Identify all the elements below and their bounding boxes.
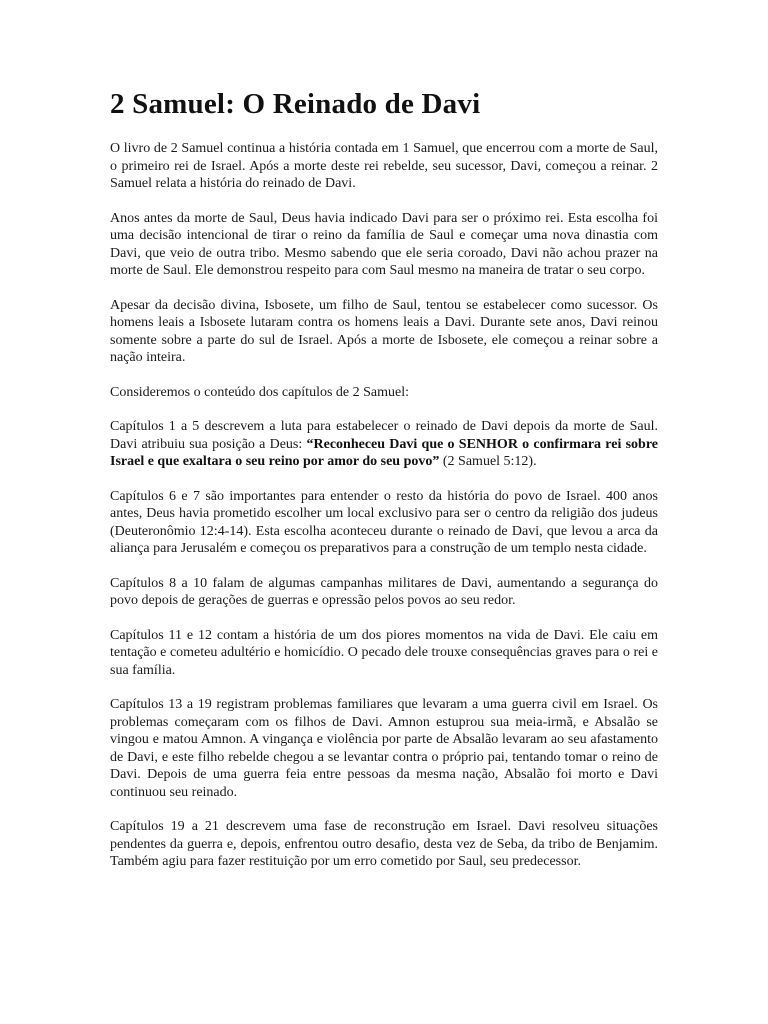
paragraph-text: Capítulos 1 a 5 descrevem a luta para estabelecer o reinado de Davi depois da morte de Saul. Davi atribuiu sua posição a Deus: [110, 419, 658, 452]
paragraph-chapters-13-19: Capítulos 13 a 19 registram problemas familiares que levaram a uma guerra civil em Israel. Os problemas começaram com os filhos de Davi. Amnon estuprou sua meia-irmã, e Absalão se vingou e matou Amnon. A vingança e violência por parte de Absalão levaram ao seu afastamento de Davi, e este filho rebelde chegou a se levantar contra o próprio pai, tentando tomar o reino de Davi. Depois de uma guerra feia entre pessoas da mesma nação, Absalão foi morto e Davi continuou seu reinado. [110, 697, 658, 800]
paragraph-text: (2 Samuel 5:12). [439, 454, 537, 469]
paragraph-chapters-1-5 [110, 418, 658, 471]
paragraph-chapters-11-12: Capítulos 11 e 12 contam a história de um dos piores momentos na vida de Davi. Ele caiu em tentação e cometeu adultério e homicídio. O pecado dele trouxe consequências graves para o rei e sua família. [110, 627, 658, 678]
paragraph-chapters-8-10: Capítulos 8 a 10 falam de algumas campanhas militares de Davi, aumentando a segurança do povo depois de gerações de guerras e opressão pelos povos ao seu redor. [110, 575, 658, 608]
document-title: 2 Samuel: O Reinado de Davi [110, 88, 481, 120]
paragraph-davi-chosen: Anos antes da morte de Saul, Deus havia indicado Davi para ser o próximo rei. Esta escolha foi uma decisão intencional de tirar o reino da família de Saul e começar uma nova dinastia com Davi, que veio de outra tribo. Mesmo sabendo que ele seria coroado, Davi não achou prazer na morte de Saul. Ele demonstrou respeito para com Saul mesmo na maneira de tratar o seu corpo. [110, 210, 658, 278]
paragraph-intro: O livro de 2 Samuel continua a história contada em 1 Samuel, que encerrou com a morte de Saul, o primeiro rei de Israel. Após a morte deste rei rebelde, seu sucessor, Davi, começou a reinar. 2 Samuel relata a história do reinado de Davi. [110, 141, 658, 191]
paragraph-isbosete: Apesar da decisão divina, Isbosete, um filho de Saul, tentou se estabelecer como sucessor. Os homens leais a Isbosete lutaram contra os homens leais a Davi. Durante sete anos, Davi reinou somente sobre a parte do sul de Israel. Após a morte de Isbosete, ele começou a reinar sobre a nação inteira. [110, 297, 658, 365]
paragraph-chapters-6-7: Capítulos 6 e 7 são importantes para entender o resto da história do povo de Israel. 400 anos antes, Deus havia prometido escolher um local exclusivo para ser o centro da religião dos judeus (Deuteronômio 12:4-14). Esta escolha aconteceu durante o reinado de Davi, que levou a arca da aliança para Jerusalém e começou os preparativos para a construção de um templo nesta cidade. [110, 488, 658, 556]
bible-quote: “Reconheceu Davi que o SENHOR o confirmara rei sobre Israel e que exaltara o seu reino por amor do seu povo” [110, 436, 658, 469]
paragraph-chapters-19-21: Capítulos 19 a 21 descrevem uma fase de reconstrução em Israel. Davi resolveu situações pendentes da guerra e, depois, enfrentou outro desafio, desta vez de Seba, da tribo de Benjamim. Também agiu para fazer restituição por um erro cometido por Saul, seu predecessor. [110, 819, 658, 869]
paragraph-contents-intro: Consideremos o conteúdo dos capítulos de 2 Samuel: [110, 384, 410, 400]
document-page [110, 86, 658, 888]
